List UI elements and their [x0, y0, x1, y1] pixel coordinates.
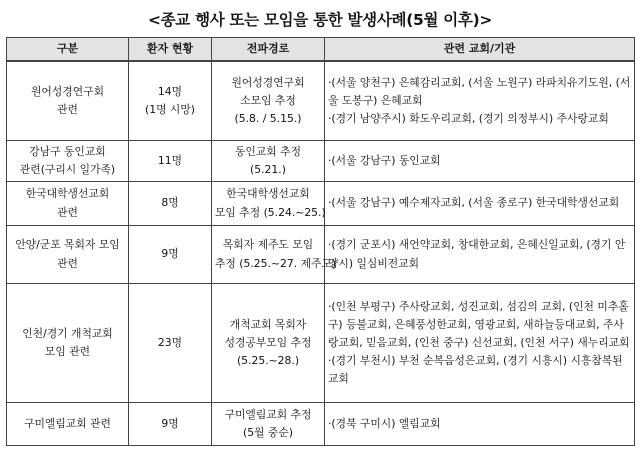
route-text: 원어성경연구회 [231, 75, 305, 89]
churches-text: ·(경북 구미시) 엘림교회 [328, 416, 441, 430]
churches-cell [325, 403, 635, 446]
outbreak-table [6, 37, 635, 446]
patients-cell [129, 226, 212, 284]
patients-cell [129, 284, 212, 403]
route-cell [212, 226, 337, 284]
route-text: 모임 추정 (5.24.~25.) [215, 205, 326, 219]
patients-cell [129, 141, 212, 182]
patients-cell [129, 403, 212, 446]
category-text: 한국대학생선교회 [25, 187, 110, 201]
route-text: 한국대학생선교회 [226, 187, 310, 201]
route-text: (5.21.) [250, 163, 286, 176]
churches-cell [325, 226, 635, 284]
table-row [7, 403, 635, 446]
churches-text: ·(경기 군포시) 새언약교회, 창대한교회, 은혜신일교회, (경기 안양시) 일심비전교회 [328, 238, 626, 270]
churches-cell [325, 182, 635, 226]
churches-cell [325, 284, 635, 403]
patients-text: 11명 [157, 153, 183, 167]
churches-text: ·(서울 강남구) 동인교회 [328, 153, 441, 167]
route-text: 개척교회 목회자 [229, 317, 307, 331]
route-text: 구미엘림교회 추정 [224, 407, 312, 421]
table-row [7, 61, 635, 141]
category-cell [7, 61, 129, 141]
patients-text: 23명 [157, 335, 183, 349]
category-cell [7, 226, 129, 284]
category-cell [7, 141, 129, 182]
route-text: 추정 (5.25.~27. 제주도) [215, 256, 337, 270]
route-text: 성경공부모임 추정 [224, 335, 312, 349]
table-row [7, 284, 635, 403]
category-text: 관련 [57, 205, 78, 219]
route-cell [212, 403, 325, 446]
churches-text: ·(서울 양천구) 은혜감리교회, (서울 노원구) 라파치유기도원, (서울 도봉구) 은혜교회 [328, 75, 631, 107]
route-text: 목회자 제주도 모임 [222, 238, 314, 252]
patients-text: 14명 [157, 84, 183, 98]
patients-text: 9명 [161, 247, 179, 261]
category-text: 모임 관련 [44, 345, 91, 358]
route-cell [212, 284, 325, 403]
category-cell [7, 284, 129, 403]
category-text: 관련(구리시 일가족) [19, 163, 116, 176]
route-text: (5월 중순) [242, 426, 293, 439]
header-route: 전파경로 [212, 38, 325, 62]
category-cell [7, 403, 129, 446]
churches-text: ·(경기 부천시) 부천 순복음성은교회, (경기 시흥시) 시흥참복된교회 [328, 354, 623, 386]
route-text: (5.25.~28.) [236, 354, 300, 368]
churches-text: ·(서울 강남구) 예수제자교회, (서울 종로구) 한국대학생선교회 [328, 196, 620, 210]
churches-text: ·(인천 부평구) 주사랑교회, 성진교회, 섬김의 교회, (인천 미추홀구) 등불교회, 은혜풍성한교회, 영광교회, 새하늘등대교회, 주사랑교회, 믿음교회, (인천 중구) 신선교회, (인천 서구) 새누리교회 [328, 299, 630, 349]
header-churches: 관련 교회/기관 [325, 38, 635, 62]
patients-text: 8명 [161, 196, 179, 210]
category-text: 구미엘림교회 관련 [24, 416, 111, 430]
churches-cell [325, 61, 635, 141]
category-text: 관련 [57, 256, 78, 270]
category-text: 강남구 동인교회 [29, 144, 106, 158]
route-cell [212, 182, 325, 226]
route-cell [212, 141, 325, 182]
patients-cell [129, 182, 212, 226]
patients-cell [129, 61, 212, 141]
category-text: 관련 [57, 103, 78, 116]
document-title: <종교 행사 또는 모임을 통한 발생사례(5월 이후)> [147, 11, 493, 29]
table-header-row [7, 38, 635, 62]
header-category: 구분 [7, 38, 129, 62]
route-cell [212, 61, 325, 141]
table-row [7, 226, 635, 284]
route-text: (5.8. / 5.15.) [234, 112, 302, 126]
header-patients: 환자 현황 [129, 38, 212, 62]
churches-cell [325, 141, 635, 182]
category-text: 인천/경기 개척교회 [22, 326, 113, 340]
table-row [7, 141, 635, 182]
patients-text: (1명 시망) [144, 103, 195, 116]
category-text: 안양/군포 목회자 모임 [15, 238, 120, 252]
table-row [7, 182, 635, 226]
route-text: 동인교회 추정 [234, 144, 301, 158]
category-text: 원어성경연구회 [30, 84, 104, 98]
category-cell [7, 182, 129, 226]
route-text: 소모임 추정 [240, 93, 296, 107]
patients-text: 9명 [161, 416, 179, 430]
churches-text: ·(경기 남양주시) 화도우리교회, (경기 의정부시) 주사랑교회 [328, 112, 609, 126]
